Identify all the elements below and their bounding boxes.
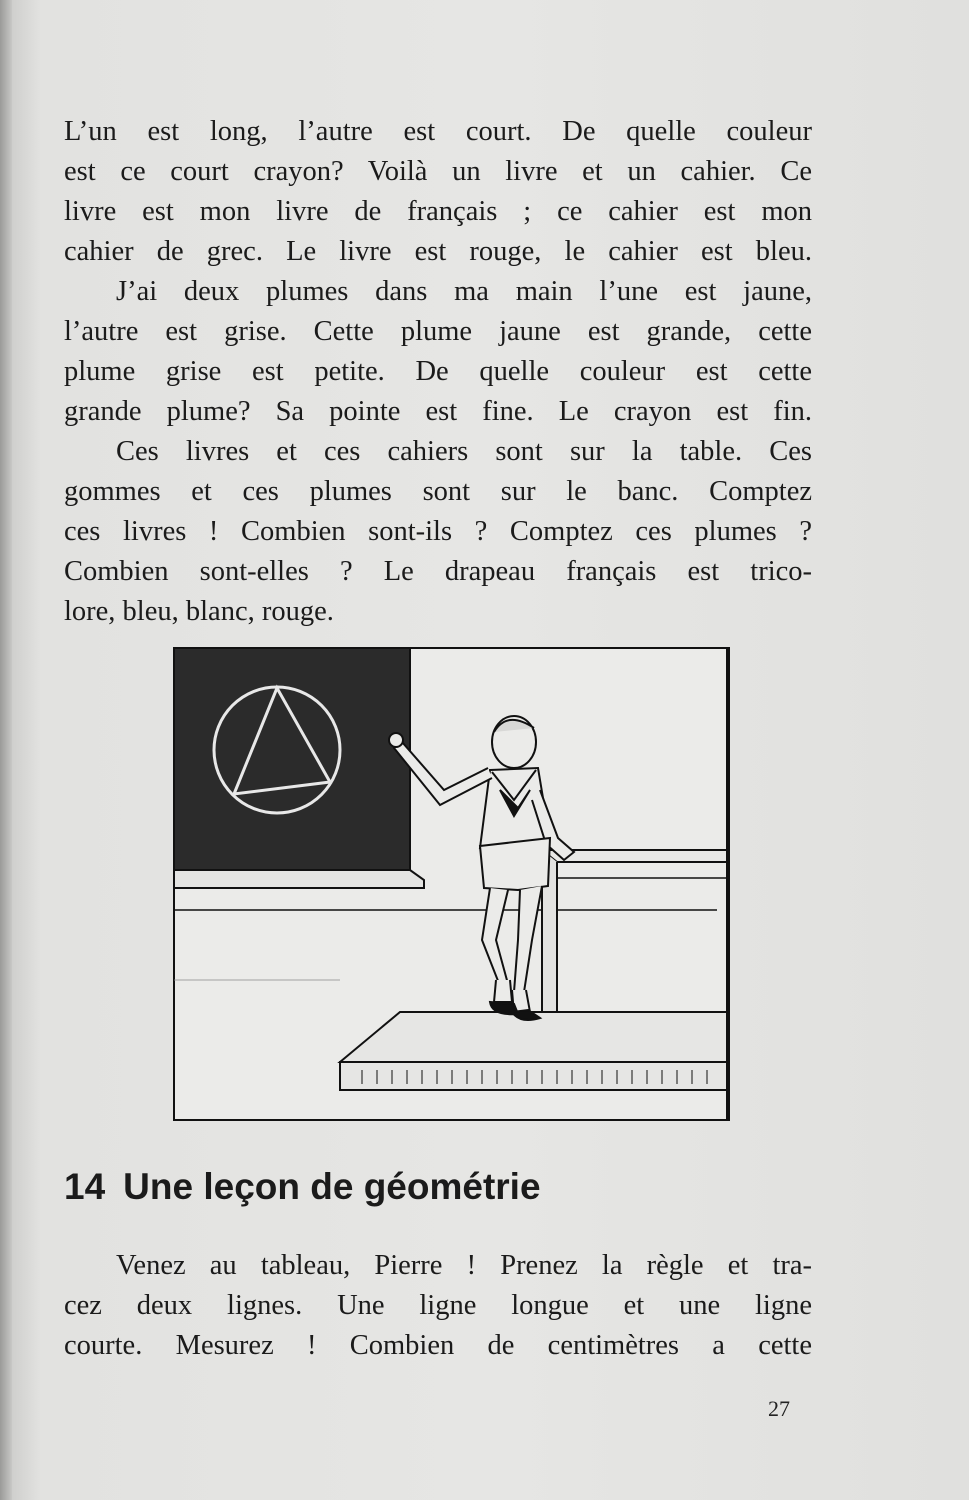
page-number: 27 (768, 1396, 790, 1421)
text-line: cahier de grec. Le livre est rouge, le cahier est bleu. (64, 236, 812, 267)
text-line: L’un est long, l’autre est court. De quelle couleur (64, 116, 812, 147)
section-heading (64, 1166, 541, 1208)
paragraph-2 (64, 272, 812, 432)
text-line: plume grise est petite. De quelle couleur est cette (64, 356, 812, 387)
book-page (12, 0, 969, 1500)
text-line: lore, bleu, blanc, rouge. (64, 596, 334, 627)
paragraph-1 (64, 112, 812, 272)
paragraph-3 (64, 432, 812, 632)
text-line: livre est mon livre de français ; ce cahier est mon (64, 196, 812, 227)
section-title: Une leçon de géométrie (123, 1166, 541, 1207)
text-line: courte. Mesurez ! Combien de centimètres a cette (64, 1330, 812, 1361)
section-number: 14 (64, 1166, 106, 1207)
text-line: J’ai deux plumes dans ma main l’une est jaune, (116, 276, 812, 307)
book-spine-shadow (0, 0, 12, 1500)
platform-front (340, 1062, 727, 1090)
text-line: Venez au tableau, Pierre ! Prenez la règle et tra- (116, 1250, 812, 1281)
text-line: l’autre est grise. Cette plume jaune est grande, cette (64, 316, 812, 347)
text-line: est ce court crayon? Voilà un livre et un cahier. Ce (64, 156, 812, 187)
blackboard (174, 648, 410, 870)
text-line: Ces livres et ces cahiers sont sur la table. Ces (116, 436, 812, 467)
board-ledge (174, 870, 424, 888)
text-line: Combien sont-elles ? Le drapeau français est trico- (64, 556, 812, 587)
text-line: grande plume? Sa pointe est fine. Le crayon est fin. (64, 396, 812, 427)
text-line: cez deux lignes. Une ligne longue et une ligne (64, 1290, 812, 1321)
text-line: ces livres ! Combien sont-ils ? Comptez ces plumes ? (64, 516, 812, 547)
section-paragraph (64, 1246, 812, 1366)
text-line: gommes et ces plumes sont sur le banc. Comptez (64, 476, 812, 507)
classroom-illustration (162, 640, 730, 1125)
